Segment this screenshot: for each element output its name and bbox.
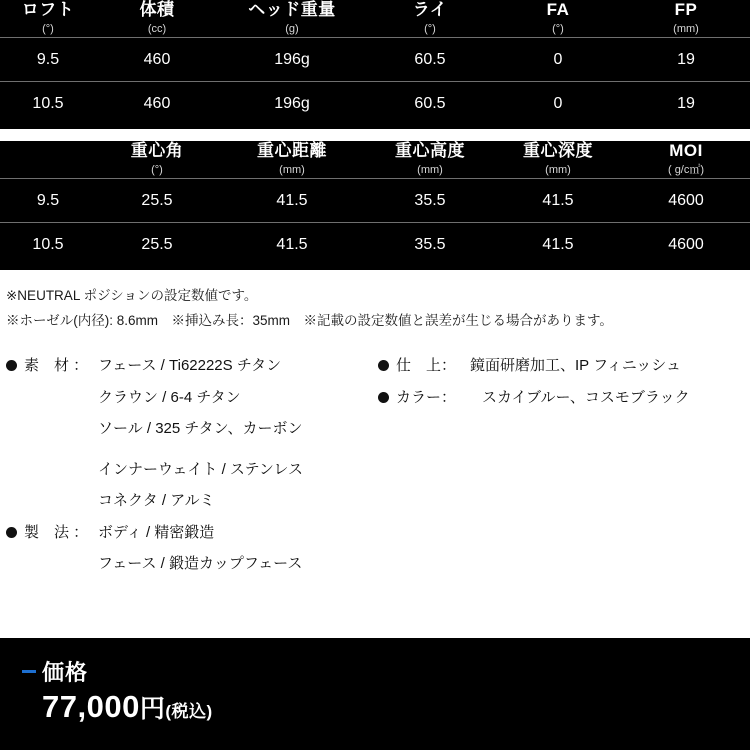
column-header-volume: 体積 (cc) (139, 0, 175, 35)
bullet-icon (6, 527, 17, 538)
method-value: ボディ / 精密鍛造 (98, 523, 215, 541)
cell-cg-distance: 41.5 (218, 223, 366, 267)
cell-cg-depth: 41.5 (494, 223, 622, 267)
cell-fa: 0 (494, 38, 622, 82)
method-row (6, 517, 378, 549)
column-header-fp: FP (mm) (673, 0, 699, 35)
cell-fp: 19 (622, 82, 750, 126)
cell-loft: 9.5 (0, 179, 96, 223)
spec-notes (0, 270, 750, 340)
note-line-2: ※ホーゼル(内径): 8.6mm ※挿込み長：35mm ※記載の設定数値と誤差が生じる場合があります。 (6, 313, 613, 329)
cell-volume: 460 (96, 38, 218, 82)
materials-right-column (378, 350, 744, 413)
finish-label: 仕 上： (396, 357, 457, 375)
note-line-1: ※NEUTRAL ポジションの設定数値です。 (6, 288, 258, 304)
cell-loft: 10.5 (0, 223, 96, 267)
price-currency: 円 (139, 695, 166, 723)
material-value: ソール / 325 チタン、カーボン (98, 420, 303, 438)
cell-cg-distance: 41.5 (218, 179, 366, 223)
cell-lie: 60.5 (366, 82, 494, 126)
color-value: スカイブルー、コスモブラック (482, 388, 690, 406)
column-header-cg-height: 重心高度 (mm) (395, 141, 465, 176)
column-header-loft: ロフト (°) (21, 0, 75, 35)
material-value: フェース / Ti62222S チタン (98, 357, 282, 375)
bullet-icon (378, 392, 389, 403)
table-row (0, 82, 750, 126)
cell-cg-height: 35.5 (366, 223, 494, 267)
material-value: クラウン / 6-4 チタン (98, 388, 241, 406)
materials-section (0, 340, 750, 580)
cell-moi: 4600 (622, 223, 750, 267)
finish-value: 鏡面研磨加工、IP フィニッシュ (470, 357, 681, 375)
material-label: 素 材 ： (24, 357, 89, 375)
cell-fp: 19 (622, 38, 750, 82)
price-band (0, 638, 750, 750)
cell-lie: 60.5 (366, 38, 494, 82)
table-gap (0, 129, 750, 141)
column-header-head-weight: ヘッド重量 (g) (248, 0, 336, 35)
table-row (0, 38, 750, 82)
table-row (0, 179, 750, 223)
column-header-blank (0, 141, 96, 179)
price-label-row (0, 638, 750, 687)
spec-table-1 (0, 0, 750, 125)
cell-volume: 460 (96, 82, 218, 126)
price-tax-note: (税込) (165, 702, 213, 721)
cell-cg-angle: 25.5 (96, 179, 218, 223)
table-header-row (0, 141, 750, 179)
finish-row (378, 350, 744, 382)
method-label: 製 法 ： (24, 523, 89, 541)
column-header-cg-depth: 重心深度 (mm) (523, 141, 593, 176)
column-header-fa: FA (°) (546, 0, 570, 35)
spec-table-2-block (0, 141, 750, 270)
column-header-cg-angle: 重心角 (°) (130, 141, 184, 176)
bullet-icon (6, 360, 17, 371)
method-value: フェース / 鍛造カップフェース (98, 555, 303, 573)
column-header-lie: ライ (°) (412, 0, 448, 35)
table-row (0, 223, 750, 267)
price-label: 価格 (42, 660, 89, 685)
cell-cg-height: 35.5 (366, 179, 494, 223)
cell-cg-depth: 41.5 (494, 179, 622, 223)
color-row (378, 382, 744, 414)
cell-head-weight: 196g (218, 38, 366, 82)
bullet-icon (378, 360, 389, 371)
table-header-row (0, 0, 750, 38)
cell-loft: 10.5 (0, 82, 96, 126)
materials-columns (6, 350, 744, 580)
material-value: コネクタ / アルミ (98, 492, 215, 510)
column-header-moi: MOI ( g/c㎡) (667, 141, 705, 176)
accent-dash-icon (22, 670, 36, 673)
material-value: インナーウェイト / ステンレス (98, 460, 304, 478)
price-value-row (0, 689, 750, 725)
materials-left-column (6, 350, 378, 580)
spec-table-1-block (0, 0, 750, 129)
column-header-cg-distance: 重心距離 (mm) (257, 141, 327, 176)
spec-table-2 (0, 141, 750, 266)
color-label: カラー： (396, 388, 457, 406)
price-amount: 77,000 (42, 689, 140, 724)
cell-loft: 9.5 (0, 38, 96, 82)
material-row (6, 350, 378, 382)
cell-head-weight: 196g (218, 82, 366, 126)
cell-moi: 4600 (622, 179, 750, 223)
cell-fa: 0 (494, 82, 622, 126)
cell-cg-angle: 25.5 (96, 223, 218, 267)
